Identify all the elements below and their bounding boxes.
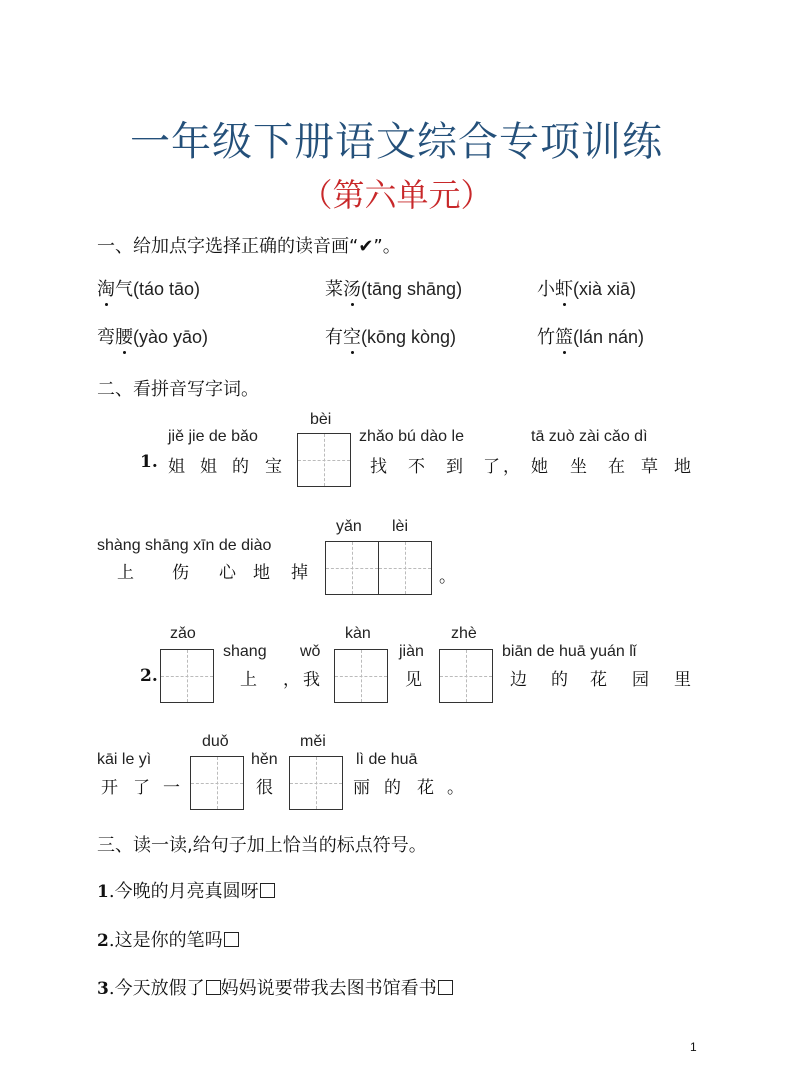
hanzi: 姐	[168, 457, 185, 477]
box-pinyin: lèi	[392, 518, 409, 535]
hanzi: 见	[405, 670, 422, 690]
pinyin-options: (kōng kòng)	[361, 327, 457, 347]
pinyin-options: (yào yāo)	[133, 327, 209, 347]
hanzi: 的	[232, 457, 249, 477]
hanzi: 地	[253, 563, 270, 583]
char: 小	[537, 279, 555, 300]
writing-box[interactable]	[190, 756, 244, 810]
pinyin-row: wǒ	[300, 643, 321, 660]
comma: ，	[283, 670, 300, 690]
char: 竹	[537, 327, 555, 348]
pinyin-row: jiě jie de bǎo	[168, 428, 258, 445]
dotted-char: 空	[343, 323, 361, 349]
hanzi: 心	[219, 563, 236, 583]
writing-box[interactable]	[160, 649, 214, 703]
hanzi: 到	[446, 457, 463, 477]
dotted-char: 腰	[115, 323, 133, 349]
period: 。	[439, 567, 456, 587]
hanzi: 了	[483, 457, 500, 477]
choice-item	[325, 275, 462, 301]
page-title: 一年级下册语文综合专项训练	[130, 119, 663, 165]
answer-box[interactable]	[438, 980, 453, 995]
pinyin-row: zhǎo bú dào le	[359, 428, 464, 445]
hanzi: 宝	[265, 457, 282, 477]
pinyin-row: shang	[223, 643, 267, 660]
dotted-char: 篮	[555, 323, 573, 349]
hanzi: 坐	[570, 457, 587, 477]
char: 弯	[97, 327, 115, 348]
char: 气	[115, 279, 133, 300]
hanzi: 开	[101, 778, 118, 798]
box-pinyin: kàn	[345, 625, 371, 642]
hanzi: 的	[384, 778, 401, 798]
pinyin-row: kāi le yì	[97, 751, 152, 768]
pinyin-options: (tāng shāng)	[361, 279, 463, 299]
answer-box[interactable]	[260, 883, 275, 898]
dotted-char: 虾	[555, 275, 573, 301]
sentence-text: 这是你的笔吗	[114, 930, 223, 951]
hanzi: 草	[641, 457, 658, 477]
writing-box[interactable]	[378, 541, 432, 595]
hanzi: 在	[608, 457, 625, 477]
box-pinyin: bèi	[310, 411, 332, 428]
hanzi: 了	[133, 778, 150, 798]
writing-box[interactable]	[325, 541, 379, 595]
punctuation-question: 1.今晚的月亮真圆呀	[97, 877, 275, 903]
dotted-char: 淘	[97, 275, 115, 301]
hanzi: 上	[117, 563, 134, 583]
sentence-text: 妈妈说要带我去图书馆看书	[220, 978, 437, 999]
hanzi: 找	[370, 457, 387, 477]
hanzi: 丽	[353, 778, 370, 798]
page-number: 1	[690, 1040, 697, 1054]
hanzi: 地	[674, 457, 691, 477]
char: 有	[325, 327, 343, 348]
choice-item	[537, 275, 636, 301]
question-number: 2	[97, 931, 109, 951]
choice-item	[97, 323, 208, 349]
box-pinyin: yǎn	[336, 518, 362, 535]
hanzi: 伤	[172, 563, 189, 583]
section3-heading: 三、读一读,给句子加上恰当的标点符号。	[97, 835, 427, 856]
pinyin-row: hěn	[251, 751, 278, 768]
hanzi: 我	[303, 670, 320, 690]
page-subtitle: （第六单元）	[300, 176, 493, 214]
pinyin-row: biān de huā yuán lǐ	[502, 643, 637, 660]
hanzi: 花	[590, 670, 607, 690]
writing-box[interactable]	[334, 649, 388, 703]
pinyin-row: shàng shāng xīn de diào	[97, 537, 272, 554]
box-pinyin: měi	[300, 733, 326, 750]
section1-heading: 一、给加点字选择正确的读音画“✔”。	[97, 236, 401, 257]
question-number: 3	[97, 979, 109, 999]
period: 。	[447, 778, 464, 798]
writing-box[interactable]	[297, 433, 351, 487]
question-number: 2.	[140, 666, 158, 686]
answer-box[interactable]	[206, 980, 221, 995]
comma: ，	[503, 457, 520, 477]
hanzi: 一	[163, 778, 180, 798]
hanzi: 园	[632, 670, 649, 690]
hanzi: 上	[240, 670, 257, 690]
hanzi: 花	[417, 778, 434, 798]
punctuation-question: 2.这是你的笔吗	[97, 926, 239, 952]
question-number: 1.	[140, 452, 158, 472]
choice-item	[325, 323, 456, 349]
writing-box[interactable]	[439, 649, 493, 703]
char: 菜	[325, 279, 343, 300]
choice-item	[97, 275, 200, 301]
hanzi: 很	[256, 778, 273, 798]
hanzi: 她	[531, 457, 548, 477]
section2-heading: 二、看拼音写字词。	[97, 379, 259, 400]
punctuation-question: 3.今天放假了 妈妈说要带我去图书馆看书	[97, 974, 453, 1000]
hanzi: 姐	[200, 457, 217, 477]
sentence-text: 今天放假了	[114, 978, 205, 999]
question-number: 1	[97, 882, 109, 902]
pinyin-options: (xià xiā)	[573, 279, 637, 299]
writing-box[interactable]	[289, 756, 343, 810]
dotted-char: 汤	[343, 275, 361, 301]
hanzi: 里	[674, 670, 691, 690]
pinyin-options: (lán nán)	[573, 327, 645, 347]
box-pinyin: zǎo	[170, 625, 196, 642]
pinyin-row: tā zuò zài cǎo dì	[531, 428, 648, 445]
pinyin-row: lì de huā	[356, 751, 418, 768]
hanzi: 边	[510, 670, 527, 690]
choice-item	[537, 323, 644, 349]
hanzi: 不	[408, 457, 425, 477]
pinyin-row: jiàn	[399, 643, 424, 660]
hanzi: 的	[551, 670, 568, 690]
box-pinyin: zhè	[451, 625, 477, 642]
box-pinyin: duǒ	[202, 733, 229, 750]
answer-box[interactable]	[224, 932, 239, 947]
hanzi: 掉	[291, 563, 308, 583]
pinyin-options: (táo tāo)	[133, 279, 201, 299]
sentence-text: 今晚的月亮真圆呀	[114, 881, 259, 902]
